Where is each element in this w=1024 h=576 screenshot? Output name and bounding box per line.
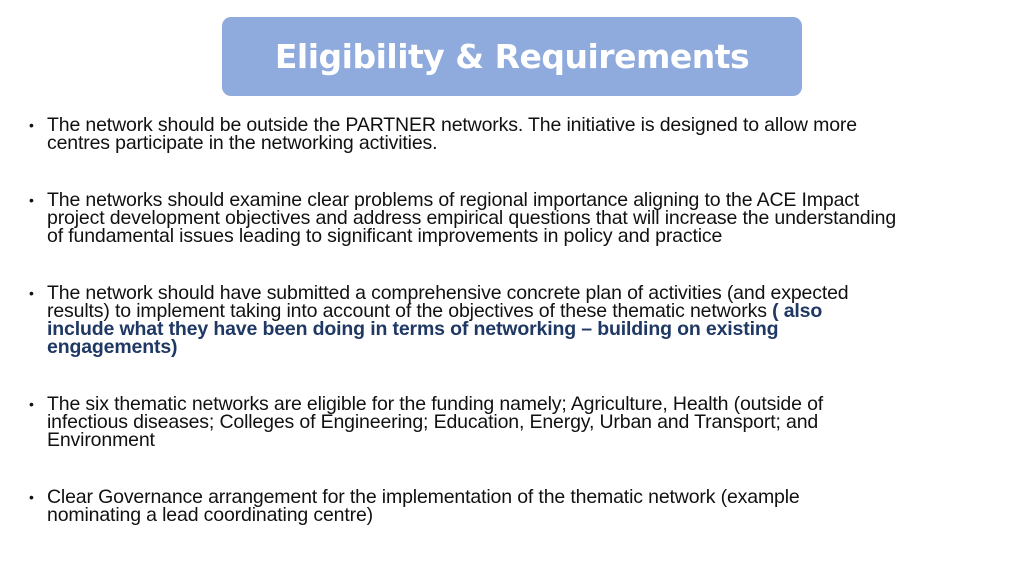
bullet-item-3 (29, 282, 1007, 358)
bullet-item-2 (29, 189, 1007, 247)
bullet-text-line: centres participate in the networking activities. (47, 132, 438, 154)
bullet-text-line: nominating a lead coordinating centre) (47, 504, 374, 526)
bullet-item-4 (29, 393, 1007, 451)
bullet-text-line: The network should have submitted a comprehensive concrete plan of activities (and expected (47, 282, 849, 304)
bullet-text-line: The networks should examine clear problems of regional importance aligning to the ACE Impact (47, 189, 860, 211)
bullet-text-line: Environment (47, 429, 155, 451)
bullet-dot: • (29, 192, 34, 208)
bullet-text-normal: results) to implement taking into account of the objectives of these thematic networks (47, 300, 773, 322)
bullet-text-line: The network should be outside the PARTNER networks. The initiative is designed to allow more (47, 114, 857, 136)
bullet-text-line: project development objectives and address empirical questions that will increase the understanding (47, 207, 897, 229)
bullet-item-5 (29, 486, 1007, 526)
bullet-text-line: of fundamental issues leading to significant improvements in policy and practice (47, 225, 723, 247)
bullet-text-line: The six thematic networks are eligible for the funding namely; Agriculture, Health (outside of (47, 393, 824, 415)
bullet-dot: • (29, 396, 34, 412)
bullet-text-emphasis: ( also (772, 300, 823, 322)
bullet-dot: • (29, 285, 34, 301)
slide-title: Eligibility & Requirements (274, 37, 750, 76)
bullet-text-line: Clear Governance arrangement for the implementation of the thematic network (example (47, 486, 800, 508)
bullet-dot: • (29, 489, 34, 505)
bullet-item-1 (29, 114, 1007, 154)
bullet-text-emphasis: engagements) (47, 336, 178, 358)
bullet-text-line: infectious diseases; Colleges of Engineering; Education, Energy, Urban and Transport; and (47, 411, 819, 433)
bullet-dot: • (29, 117, 34, 133)
bullet-text-emphasis: include what they have been doing in terms of networking – building on existing (47, 318, 779, 340)
